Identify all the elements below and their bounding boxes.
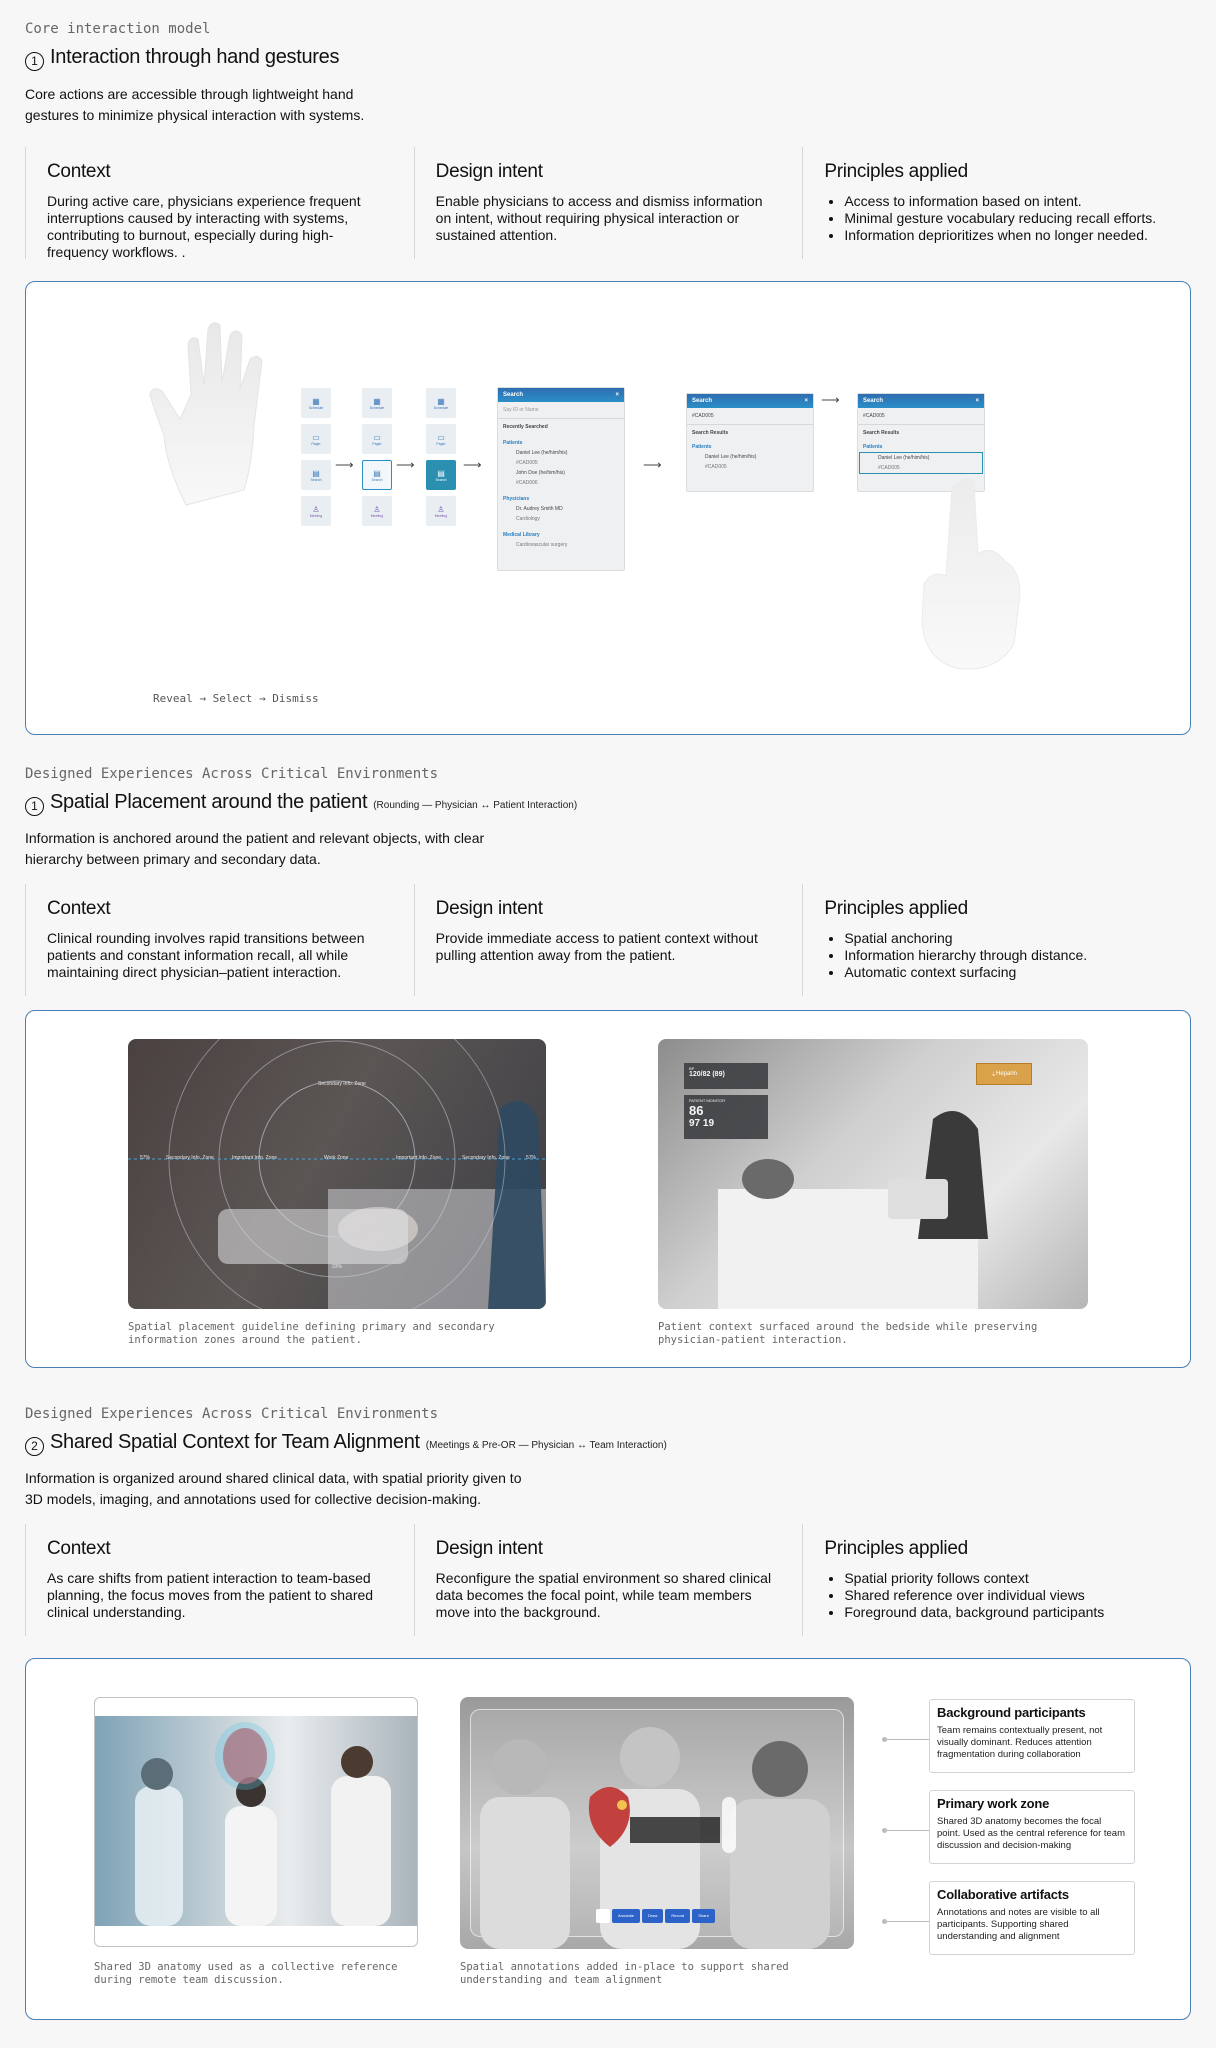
section-intro: Information is anchored around the patient and relevant objects, with clear hierarchy between primary and secondary data.: [25, 830, 485, 867]
section-title: Interaction through hand gestures: [50, 46, 340, 68]
principle-item: • Spatial priority follows context: [844, 1570, 1191, 1587]
search-icon: ▤: [437, 468, 445, 478]
arrow-icon: ⟶: [463, 457, 482, 472]
search-panel-header: Search ×: [498, 388, 624, 402]
context-body: Clinical rounding involves rapid transitions between patients and constant information recall, all while maintaining direct physician–patient interaction.: [47, 930, 365, 980]
leader-line: [884, 1739, 929, 1740]
vertical-tool-rail: [722, 1797, 736, 1853]
callout-body: Annotations and notes are visible to all participants. Supporting shared understanding and alignment: [937, 1907, 1100, 1942]
gesture-caption: Reveal → Select → Dismiss: [153, 692, 319, 705]
zone-label: Important Info. Zone: [396, 1155, 442, 1161]
design-intent-heading: Design intent: [435, 1538, 543, 1559]
schedule-tile: ▦ Schedule: [426, 388, 456, 418]
zone-label: Work Zone: [324, 1155, 349, 1161]
principles-list: [824, 930, 1191, 981]
patients-label: Patients: [692, 444, 712, 450]
search-query: #CAD005: [858, 408, 984, 425]
principle-item: • Minimal gesture vocabulary reducing recall efforts.: [844, 210, 1191, 227]
context-heading: Context: [47, 161, 111, 182]
annotate-button[interactable]: Annotate: [612, 1909, 640, 1923]
team-photo-frame: [94, 1697, 418, 1947]
results-label: Search Results: [863, 430, 900, 436]
callout-primary-work-zone: [929, 1790, 1135, 1864]
design-intent-heading: Design intent: [435, 898, 543, 919]
design-intent-body: Provide immediate access to patient context without pulling attention away from the patient.: [435, 930, 758, 963]
zone-label: Secondary Info. Zone: [166, 1155, 214, 1161]
calendar-icon: ▦: [373, 396, 381, 406]
callout-body: Team remains contextually present, not visually dominant. Reduces attention fragmentation during collaboration: [937, 1725, 1103, 1760]
principle-item: • Access to information based on intent.: [844, 193, 1191, 210]
info-columns: [25, 147, 1191, 259]
result-id: #CAD005: [878, 465, 900, 471]
section-heading: [25, 46, 339, 69]
close-icon: ×: [975, 398, 979, 404]
close-icon: ×: [615, 392, 619, 398]
section-title: Spatial Placement around the patient: [50, 791, 368, 813]
context-column: [25, 884, 414, 996]
draw-button[interactable]: Draw: [642, 1909, 663, 1923]
callout-collaborative-artifacts: [929, 1881, 1135, 1955]
search-tile: ▤ Search: [301, 460, 331, 490]
leader-line: [884, 1830, 929, 1831]
arrow-icon: ⟶: [821, 392, 840, 407]
info-columns: [25, 884, 1191, 996]
people-icon: ♙: [437, 504, 445, 514]
result-name: Daniel Lee (he/him/his): [705, 454, 757, 460]
result-id: #CAD006: [516, 480, 538, 486]
section-title: Shared Spatial Context for Team Alignment: [50, 1431, 420, 1453]
meeting-tile: ♙ Meeting: [362, 496, 392, 526]
principles-heading: Principles applied: [824, 898, 968, 919]
result-name: Dr. Audrey Smith MD: [516, 506, 563, 512]
people-icon: ♙: [312, 504, 320, 514]
photo-caption: Spatial placement guideline defining primary and secondary information zones around the patient.: [128, 1321, 495, 1346]
zone-label: 57%: [526, 1155, 537, 1161]
design-intent-body: Reconfigure the spatial environment so shared clinical data becomes the focal point, while team members move into the background.: [435, 1570, 772, 1620]
zone-label: Secondary Info. Zone: [462, 1155, 510, 1161]
callout-background-participants: [929, 1699, 1135, 1773]
section-eyebrow: Designed Experiences Across Critical Environments: [25, 1406, 439, 1422]
leader-line: [884, 1921, 929, 1922]
annotation-toolbar: [596, 1909, 715, 1923]
zone-label: Important Info. Zone: [232, 1155, 278, 1161]
team-photo: [95, 1716, 417, 1926]
pager-tile: ▭ Pager: [301, 424, 331, 454]
principles-list: [824, 193, 1191, 244]
design-intent-column: [414, 147, 803, 259]
search-icon: ▤: [312, 468, 320, 478]
close-icon: ×: [804, 398, 808, 404]
section-intro: Core actions are accessible through lightweight hand gestures to minimize physical interaction with systems.: [25, 86, 365, 123]
result-name: John Doe (he/him/his): [516, 470, 565, 476]
patients-label: Patients: [863, 444, 883, 450]
info-columns: [25, 1524, 1191, 1636]
zone-label: 33%: [332, 1264, 343, 1270]
team-alignment-panel: [25, 1658, 1191, 2020]
bedside-context-photo: [658, 1039, 1088, 1309]
calendar-icon: ▦: [437, 396, 445, 406]
recent-label: Recently Searched: [503, 424, 548, 430]
photo-caption: Patient context surfaced around the bedside while preserving physician-patient interaction.: [658, 1321, 1038, 1346]
principles-heading: Principles applied: [824, 1538, 968, 1559]
arrow-icon: ⟶: [335, 457, 354, 472]
context-body: During active care, physicians experience frequent interruptions caused by interacting with systems, contributing to burnout, especially during high-frequency workflows. .: [47, 193, 361, 260]
section-intro: Information is organized around shared clinical data, with spatial priority given to 3D models, imaging, and annotations used for collective decision-making.: [25, 1470, 522, 1507]
pager-icon: ▭: [373, 432, 381, 442]
section-eyebrow: Designed Experiences Across Critical Environments: [25, 766, 439, 782]
design-intent-column: [414, 884, 803, 996]
bp-widget: BP 120/82 (89): [684, 1063, 768, 1089]
principles-list: [824, 1570, 1191, 1621]
share-button[interactable]: Share: [692, 1909, 715, 1923]
schedule-tile: ▦ Schedule: [362, 388, 392, 418]
zone-guideline-photo: [128, 1039, 546, 1309]
result-id: #CAD005: [705, 464, 727, 470]
context-heading: Context: [47, 1538, 111, 1559]
principle-item: • Spatial anchoring: [844, 930, 1191, 947]
context-body: As care shifts from patient interaction to team-based planning, the focus moves from the patient to shared clinical understanding.: [47, 1570, 374, 1620]
callout-title: Background participants: [937, 1705, 1086, 1720]
annotation-note: [630, 1817, 720, 1843]
section-subtitle: (Rounding — Physician ↔ Patient Interaction): [373, 800, 578, 811]
section-number: 2: [25, 1437, 44, 1456]
photo-caption: Spatial annotations added in-place to support shared understanding and team alignment: [460, 1961, 789, 1986]
result-role: Cardiology: [516, 516, 540, 522]
search-panel: [497, 387, 625, 571]
results-label: Search Results: [692, 430, 729, 436]
principles-column: [802, 1524, 1191, 1636]
principle-item: • Information hierarchy through distance.: [844, 947, 1191, 964]
pager-tile: ▭ Pager: [362, 424, 392, 454]
record-button[interactable]: Record: [665, 1909, 690, 1923]
context-column: [25, 1524, 414, 1636]
principles-column: [802, 147, 1191, 259]
section-number: 1: [25, 52, 44, 71]
principles-heading: Principles applied: [824, 161, 968, 182]
result-name: Cardiovascular surgery: [516, 542, 568, 548]
people-icon: ♙: [373, 504, 381, 514]
callout-title: Collaborative artifacts: [937, 1887, 1069, 1902]
pointing-hand-illustration: [896, 474, 1056, 674]
patients-label: Patients: [503, 440, 523, 446]
open-hand-illustration: [146, 315, 306, 540]
zone-label: Secondary Info. Zone: [318, 1081, 366, 1087]
search-results-panel: Search × #CAD005 Search Results Patients Daniel Lee (he/him/his) #CAD005: [686, 393, 814, 492]
pager-icon: ▭: [312, 432, 320, 442]
principles-column: [802, 884, 1191, 996]
principle-item: • Automatic context surfacing: [844, 964, 1191, 981]
result-id: #CAD005: [516, 460, 538, 466]
principle-item: • Shared reference over individual views: [844, 1587, 1191, 1604]
patient-monitor-widget: PATIENT MONITOR 86 97 19: [684, 1095, 768, 1139]
result-name: Daniel Lee (he/him/his): [516, 450, 568, 456]
download-icon: ⇣: [990, 1071, 996, 1078]
pager-icon: ▭: [437, 432, 445, 442]
callout-body: Shared 3D anatomy becomes the focal point. Used as the central reference for team discussion and decision-making: [937, 1816, 1125, 1851]
search-icon: ▤: [373, 468, 381, 478]
search-results-panel-selected: Search × #CAD005 Search Results Patients Daniel Lee (he/him/his) #CAD005: [857, 393, 985, 492]
medication-alert: ⇣ Heparin: [976, 1063, 1032, 1085]
zone-label: 57%: [140, 1155, 151, 1161]
section-heading: [25, 1431, 667, 1454]
section-heading: [25, 791, 577, 814]
gesture-diagram-panel: [25, 281, 1191, 735]
principle-item: • Foreground data, background participants: [844, 1604, 1191, 1621]
search-tile-selected: ▤ Search: [426, 460, 456, 490]
spatial-placement-panel: [25, 1010, 1191, 1368]
meeting-tile: ♙ Meeting: [301, 496, 331, 526]
spatial-annotation-photo: [460, 1697, 854, 1949]
search-query: #CAD005: [687, 408, 813, 425]
section-subtitle: (Meetings & Pre-OR — Physician ↔ Team Interaction): [425, 1440, 667, 1451]
pager-tile: ▭ Pager: [426, 424, 456, 454]
section-eyebrow: Core interaction model: [25, 21, 211, 37]
context-column: [25, 147, 414, 259]
highlighted-result: [859, 452, 983, 474]
arrow-icon: ⟶: [643, 457, 662, 472]
design-intent-column: [414, 1524, 803, 1636]
principle-item: • Information deprioritizes when no longer needed.: [844, 227, 1191, 244]
context-heading: Context: [47, 898, 111, 919]
physicians-label: Physicians: [503, 496, 530, 502]
arrow-icon: ⟶: [396, 457, 415, 472]
section-number: 1: [25, 797, 44, 816]
result-name: Daniel Lee (he/him/his): [878, 455, 930, 461]
search-tile-hovered: ▤ Search: [362, 460, 392, 490]
photo-caption: Shared 3D anatomy used as a collective reference during remote team discussion.: [94, 1961, 398, 1986]
search-field: Say ID or Name: [498, 402, 624, 419]
design-intent-heading: Design intent: [435, 161, 543, 182]
schedule-tile: ▦ Schedule: [301, 388, 331, 418]
design-intent-body: Enable physicians to access and dismiss information on intent, without requiring physical interaction or sustained attention.: [435, 193, 763, 243]
grid-icon[interactable]: [596, 1909, 610, 1923]
calendar-icon: ▦: [312, 396, 320, 406]
library-label: Medical Library: [503, 532, 540, 538]
callout-title: Primary work zone: [937, 1796, 1050, 1811]
meeting-tile: ♙ Meeting: [426, 496, 456, 526]
